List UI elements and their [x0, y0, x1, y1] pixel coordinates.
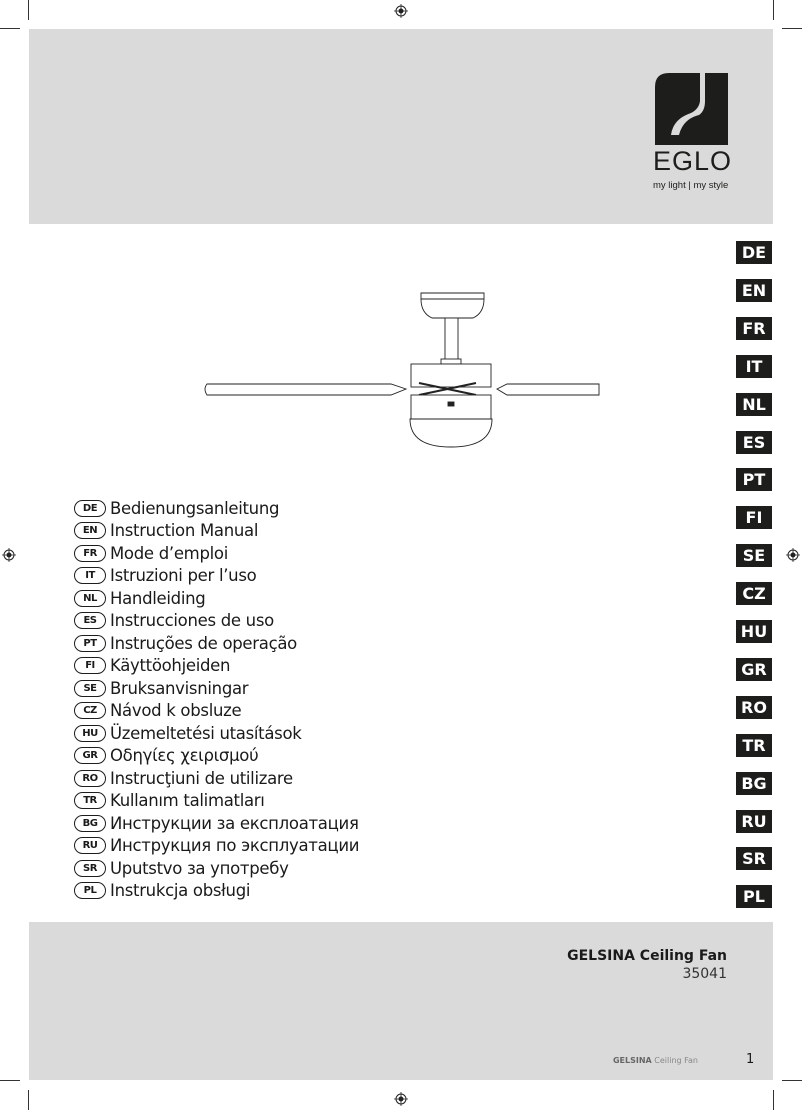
crop-mark — [0, 1080, 20, 1081]
manual-title-text: Instrucciones de uso — [110, 611, 274, 631]
registration-mark-icon — [394, 1092, 408, 1106]
crop-mark — [782, 28, 802, 29]
language-code-badge: ES — [74, 612, 106, 629]
language-code-badge: CZ — [74, 702, 106, 719]
language-tab-pl[interactable]: PL — [736, 885, 772, 908]
manual-title-item — [74, 722, 359, 745]
manual-title-item — [74, 520, 359, 543]
language-code-badge: DE — [74, 500, 106, 517]
manual-title-item — [74, 745, 359, 768]
language-tab-gr[interactable]: GR — [736, 658, 772, 681]
registration-mark-icon — [394, 4, 408, 18]
language-code-badge: FR — [74, 545, 106, 562]
language-tab-nl[interactable]: NL — [736, 393, 772, 416]
registration-mark-icon — [2, 548, 16, 562]
manual-title-item — [74, 632, 359, 655]
crop-mark — [28, 0, 29, 20]
manual-title-text: Käyttöohjeiden — [110, 656, 231, 676]
language-code-badge: PL — [74, 882, 106, 899]
language-code-badge: BG — [74, 815, 106, 832]
manual-title-item — [74, 790, 359, 813]
manual-title-item — [74, 655, 359, 678]
manual-title-item — [74, 542, 359, 565]
manual-title-item — [74, 835, 359, 858]
ceiling-fan-illustration — [200, 285, 602, 465]
language-code-badge: GR — [74, 747, 106, 764]
footer-product-brand: GELSINA — [612, 1056, 652, 1065]
language-tab-cz[interactable]: CZ — [736, 582, 772, 605]
language-code-badge: TR — [74, 792, 106, 809]
manual-title-item — [74, 677, 359, 700]
language-code-badge: PT — [74, 635, 106, 652]
language-code-badge: SE — [74, 680, 106, 697]
page-number: 1 — [746, 1052, 755, 1067]
manual-title-text: Bruksanvisningar — [110, 678, 249, 698]
brand-name: EGLO — [653, 146, 733, 176]
brand-tagline: my light | my style — [653, 180, 729, 191]
language-tab-tr[interactable]: TR — [736, 734, 772, 757]
manual-title-text: Bedienungsanleitung — [110, 498, 280, 518]
language-tab-se[interactable]: SE — [736, 544, 772, 567]
language-tab-hu[interactable]: HU — [736, 620, 772, 643]
manual-title-text: Istruzioni per l’uso — [110, 566, 257, 586]
manual-title-text: Instrucţiuni de utilizare — [110, 768, 293, 788]
language-code-badge: RU — [74, 837, 106, 854]
registration-mark-icon — [786, 548, 800, 562]
manual-title-text: Οδηγίες χειρισμού — [110, 746, 259, 766]
manual-title-text: Mode d’emploi — [110, 543, 228, 563]
language-code-badge: FI — [74, 657, 106, 674]
manual-title-item — [74, 565, 359, 588]
eglo-logo-icon — [655, 73, 728, 145]
manual-title-item — [74, 497, 359, 520]
manual-title-item — [74, 857, 359, 880]
language-code-badge: NL — [74, 590, 106, 607]
language-tab-fr[interactable]: FR — [736, 317, 772, 340]
language-tab-pt[interactable]: PT — [736, 468, 772, 491]
manual-title-text: Instruction Manual — [110, 521, 259, 541]
language-code-badge: RO — [74, 770, 106, 787]
product-code: 35041 — [682, 966, 727, 982]
language-tab-fi[interactable]: FI — [736, 506, 772, 529]
manual-title-text: Instruções de operação — [110, 633, 297, 653]
crop-mark — [28, 1090, 29, 1110]
manual-title-list — [74, 497, 359, 902]
manual-title-text: Návod k obsluze — [110, 701, 242, 721]
manual-title-item — [74, 880, 359, 903]
crop-mark — [773, 0, 774, 20]
manual-title-item — [74, 812, 359, 835]
manual-title-item — [74, 610, 359, 633]
manual-title-text: Uputstvo за употребу — [110, 858, 289, 878]
language-code-badge: IT — [74, 567, 106, 584]
manual-title-item — [74, 587, 359, 610]
product-name: GELSINA Ceiling Fan — [567, 948, 727, 964]
language-tab-bg[interactable]: BG — [736, 772, 772, 795]
language-tab-it[interactable]: IT — [736, 355, 772, 378]
language-tab-ro[interactable]: RO — [736, 696, 772, 719]
manual-title-text: Kullanım talimatları — [110, 791, 265, 811]
crop-mark — [773, 1090, 774, 1110]
manual-title-text: Instrukcja obsługi — [110, 881, 251, 901]
language-tab-sr[interactable]: SR — [736, 847, 772, 870]
manual-title-item — [74, 700, 359, 723]
manual-title-text: Handleiding — [110, 588, 206, 608]
language-tab-en[interactable]: EN — [736, 279, 772, 302]
footer-product — [613, 1056, 698, 1065]
language-tab-es[interactable]: ES — [736, 431, 772, 454]
manual-title-text: Üzemeltetési utasítások — [110, 723, 302, 743]
manual-title-item — [74, 767, 359, 790]
language-code-badge: SR — [74, 860, 106, 877]
manual-title-text: Инструкция по эксплуатации — [110, 836, 360, 856]
footer-product-type: Ceiling Fan — [654, 1056, 698, 1065]
crop-mark — [782, 1080, 802, 1081]
language-code-badge: HU — [74, 725, 106, 742]
language-tab-de[interactable]: DE — [736, 241, 772, 264]
language-code-badge: EN — [74, 522, 106, 539]
manual-title-text: Инструкции за експлоатация — [110, 813, 359, 833]
crop-mark — [0, 28, 20, 29]
language-tab-ru[interactable]: RU — [736, 810, 772, 833]
